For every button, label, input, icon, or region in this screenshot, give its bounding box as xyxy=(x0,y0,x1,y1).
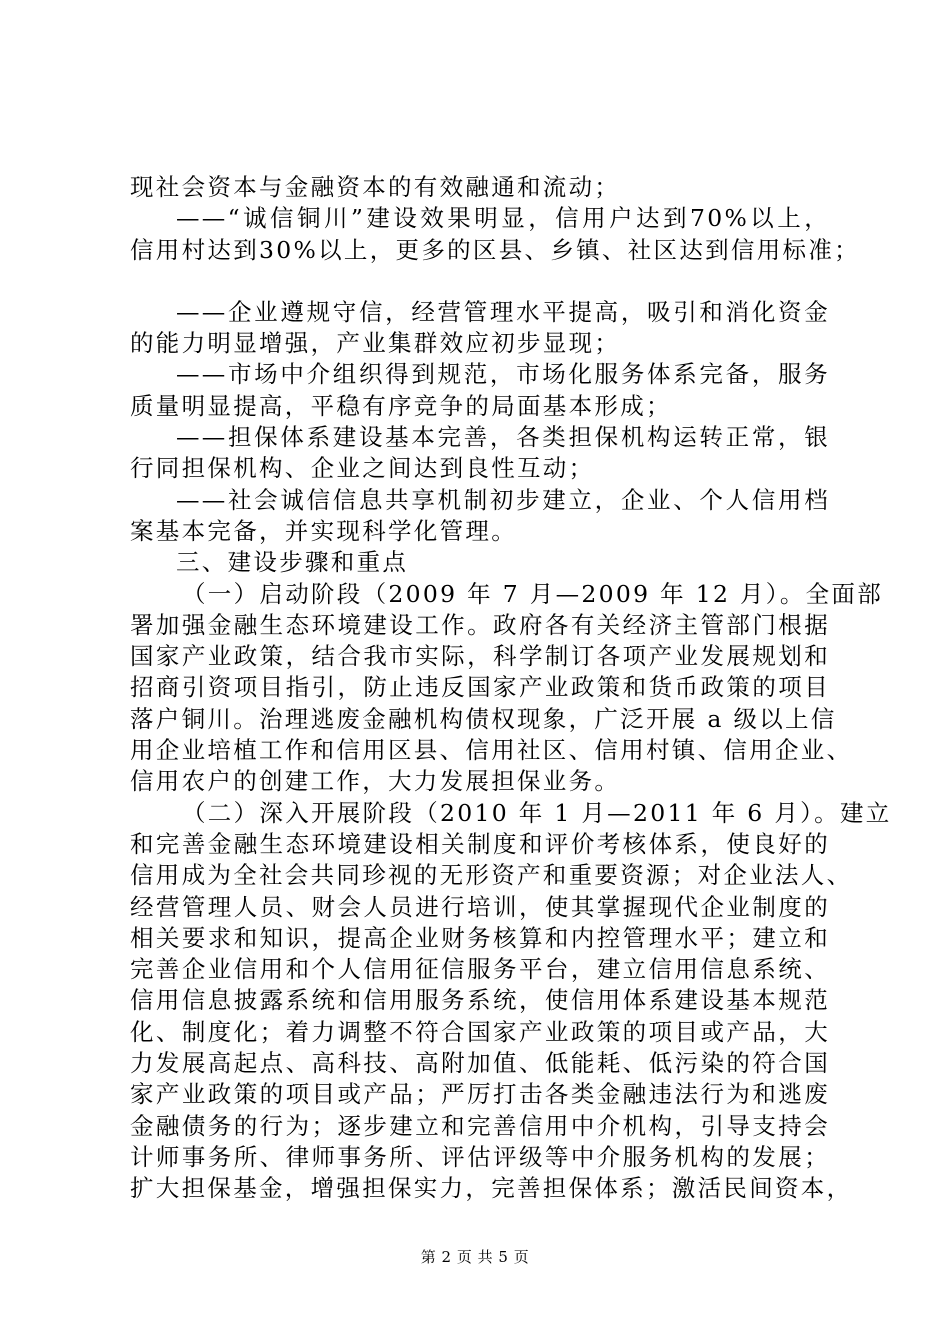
text-line: （二）深入开展阶段（2010 年 1 月—2011 年 6 月）。建立 xyxy=(182,798,892,827)
text-line: ——社会诚信信息共享机制初步建立，企业、个人信用档 xyxy=(176,485,830,514)
section-heading: 三、建设步骤和重点 xyxy=(176,548,409,577)
text-line: ——担保体系建设基本完善，各类担保机构运转正常，银 xyxy=(176,423,830,452)
page-number: 第 2 页 共 5 页 xyxy=(420,1248,530,1266)
document-body xyxy=(130,172,892,1205)
text-line: 相关要求和知识，提高企业财务核算和内控管理水平；建立和 xyxy=(130,923,830,952)
text-line: 案基本完备，并实现科学化管理。 xyxy=(130,516,517,545)
text-line: 化、制度化；着力调整不符合国家产业政策的项目或产品，大 xyxy=(130,1017,830,1046)
text-line: 现社会资本与金融资本的有效融通和流动； xyxy=(130,173,621,201)
text-line: 信用信息披露系统和信用服务系统，使信用体系建设基本规范 xyxy=(130,986,830,1015)
text-line: ——企业遵规守信，经营管理水平提高，吸引和消化资金 xyxy=(176,297,830,326)
text-line: 扩大担保基金，增强担保实力，完善担保体系；激活民间资本， xyxy=(130,1174,853,1203)
text-line: 用企业培植工作和信用区县、信用社区、信用村镇、信用企业、 xyxy=(130,736,853,765)
text-line: 家产业政策的项目或产品；严厉打击各类金融违法行为和逃废 xyxy=(130,1080,830,1109)
page-footer xyxy=(0,1246,950,1267)
text-line: 署加强金融生态环境建设工作。政府各有关经济主管部门根据 xyxy=(130,610,830,639)
text-line: 国家产业政策，结合我市实际，科学制订各项产业发展规划和 xyxy=(130,642,830,671)
text-line: 信用农户的创建工作，大力发展担保业务。 xyxy=(130,767,621,796)
text-line: 信用村达到30%以上，更多的区县、乡镇、社区达到信用标准； xyxy=(130,235,860,264)
text-line: 完善企业信用和个人信用征信服务平台，建立信用信息系统、 xyxy=(130,955,830,984)
text-line: 行同担保机构、企业之间达到良性互动； xyxy=(130,454,595,483)
text-line: 的能力明显增强，产业集群效应初步显现； xyxy=(130,329,621,358)
text-line: 力发展高起点、高科技、高附加值、低能耗、低污染的符合国 xyxy=(130,1049,830,1078)
paragraph-gap xyxy=(130,266,830,297)
text-line: 计师事务所、律师事务所、评估评级等中介服务机构的发展； xyxy=(130,1142,830,1171)
text-line: 招商引资项目指引，防止违反国家产业政策和货币政策的项目 xyxy=(130,673,830,702)
text-line: 落户铜川。治理逃废金融机构债权现象，广泛开展 a 级以上信 xyxy=(130,704,837,733)
text-line: 金融债务的行为；逐步建立和完善信用中介机构，引导支持会 xyxy=(130,1111,830,1140)
text-line: ——“诚信铜川”建设效果明显，信用户达到70%以上， xyxy=(176,204,830,233)
text-line: 质量明显提高，平稳有序竞争的局面基本形成； xyxy=(130,391,672,420)
text-line: 和完善金融生态环境建设相关制度和评价考核体系，使良好的 xyxy=(130,829,830,858)
text-line: 经营管理人员、财会人员进行培训，使其掌握现代企业制度的 xyxy=(130,892,830,921)
text-line: （一）启动阶段（2009 年 7 月—2009 年 12 月）。全面部 xyxy=(182,579,884,608)
text-line: 信用成为全社会共同珍视的无形资产和重要资源；对企业法人、 xyxy=(130,861,853,890)
text-line: ——市场中介组织得到规范，市场化服务体系完备，服务 xyxy=(176,360,830,389)
